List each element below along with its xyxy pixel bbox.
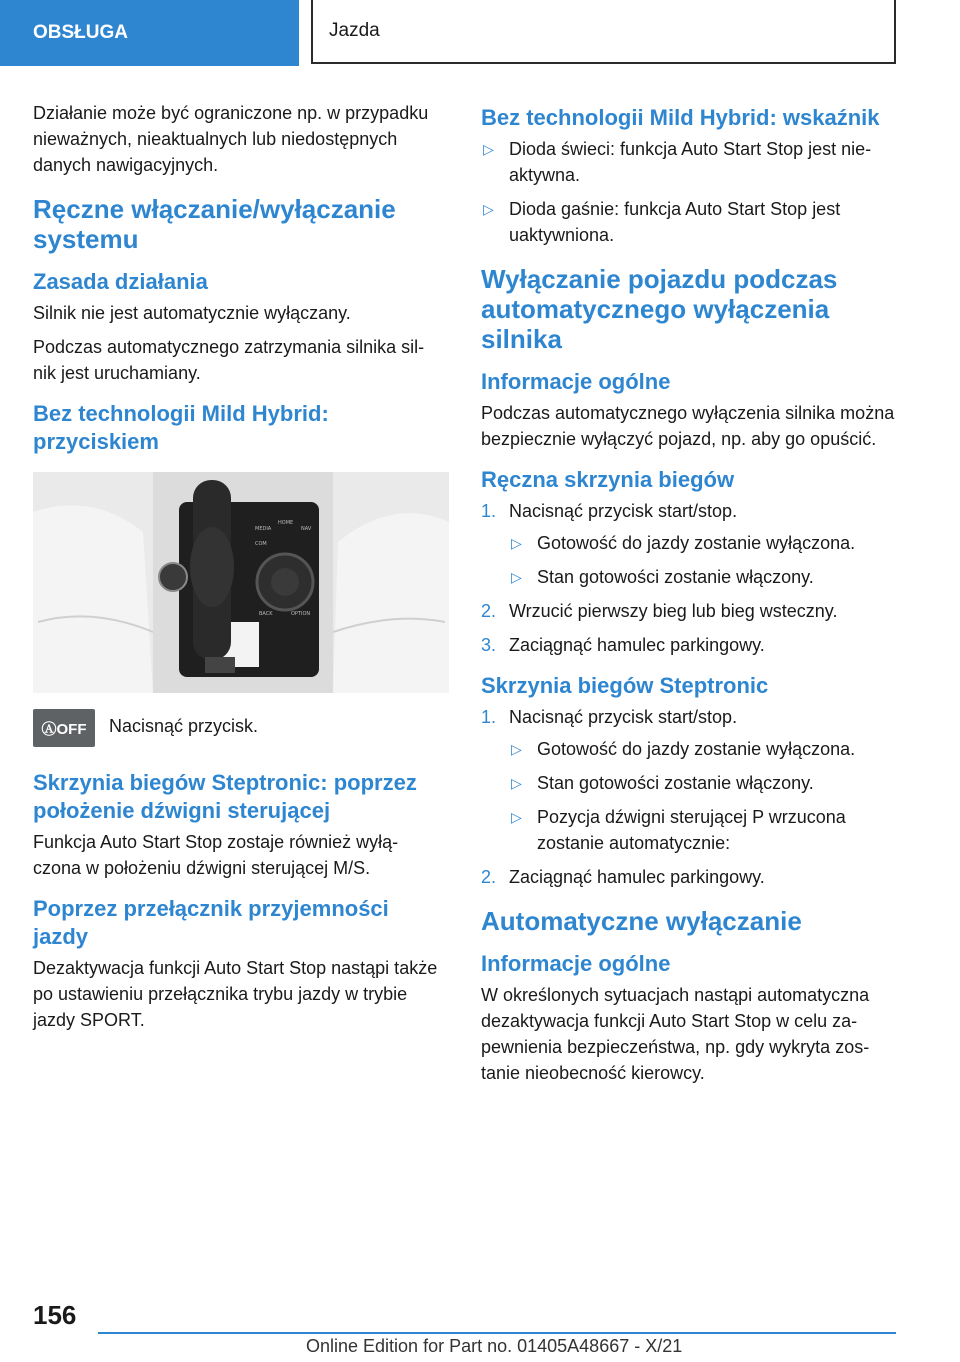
step-item: 1. Nacisnąć przycisk start/stop. ▷ Gotowość do jazdy zostanie wyłączona. ▷ Stan gotowości zostanie włączony. — [481, 498, 897, 590]
indicator-list — [481, 136, 897, 248]
heading-steptronic-gearbox: Skrzynia biegów Steptronic — [481, 673, 769, 698]
steptronic-paragraph: Funkcja Auto Start Stop zostaje również wyłą- czona w położeniu dźwigni sterującej M/S. — [33, 832, 399, 878]
gear-console-image — [33, 472, 449, 693]
heading-manual-toggle: Ręczne włączanie/wyłączanie systemu — [33, 194, 396, 254]
triangle-bullet-icon: ▷ — [511, 741, 522, 757]
section-tab: OBSŁUGA — [0, 0, 299, 66]
manual-gearbox-steps — [481, 498, 897, 658]
step-item: 2. Zaciągnąć hamulec parkingowy. — [481, 864, 897, 890]
console-label-nav: NAV — [301, 526, 312, 532]
right-column — [481, 100, 897, 1094]
step-number: 2. — [481, 601, 497, 621]
step-number: 1. — [481, 707, 497, 727]
chapter-header — [311, 0, 896, 64]
heading-driving-switch: Poprzez przełącznik przyjemności jazdy — [33, 896, 389, 949]
heading-automatic-deactivation: Automatyczne wyłączanie — [481, 906, 802, 936]
steptronic-steps — [481, 704, 897, 890]
heading-principle: Zasada działania — [33, 269, 208, 294]
principle-paragraph-2: Podczas automatycznego zatrzymania silnika sil- nik jest uruchamiany. — [33, 337, 425, 383]
heading-general-info-2: Informacje ogólne — [481, 951, 671, 976]
list-item: ▷ Gotowość do jazdy zostanie wyłączona. — [509, 736, 897, 762]
list-item: ▷ Stan gotowości zostanie włączony. — [509, 770, 897, 796]
step-number: 2. — [481, 867, 497, 887]
heading-indicator: Bez technologii Mild Hybrid: wskaźnik — [481, 105, 880, 130]
list-item: ▷ Gotowość do jazdy zostanie wyłączona. — [509, 530, 897, 556]
heading-switch-off-vehicle: Wyłączanie pojazdu podczas automatycznego wyłączenia silnika — [481, 264, 838, 354]
console-label-option: OPTION — [291, 611, 311, 617]
list-item: ▷ Dioda gaśnie: funkcja Auto Start Stop jest uaktywniona. — [481, 196, 897, 248]
step-item: 3. Zaciągnąć hamulec parkingowy. — [481, 632, 897, 658]
triangle-bullet-icon: ▷ — [483, 201, 494, 217]
heading-steptronic-lever: Skrzynia biegów Steptronic: poprzez położenie dźwigni sterującej — [33, 770, 417, 823]
list-item: ▷ Pozycja dźwigni sterującej P wrzucona zostanie automatycznie: — [509, 804, 897, 856]
general-info-paragraph-2: W określonych sytuacjach nastąpi automatyczna dezaktywacja funkcji Auto Start Stop w celu za- pewnienia bezpieczeństwa, np. gdy wykryta zos- tanie nieobecność kierowcy. — [481, 985, 870, 1083]
heading-general-info-1: Informacje ogólne — [481, 369, 671, 394]
heading-manual-gearbox: Ręczna skrzynia biegów — [481, 467, 735, 492]
auto-start-stop-off-icon: ⒶOFF — [33, 709, 95, 747]
list-item: ▷ Stan gotowości zostanie włączony. — [509, 564, 897, 590]
button-instruction-row — [33, 709, 449, 747]
principle-paragraph-1: Silnik nie jest automatycznie wyłączany. — [33, 303, 351, 323]
general-info-paragraph-1: Podczas automatycznego wyłączenia silnika można bezpiecznie wyłączyć pojazd, np. aby go opuścić. — [481, 403, 895, 449]
footer-edition-text: Online Edition for Part no. 01405A48667 - X/21 — [306, 1336, 683, 1356]
triangle-bullet-icon: ▷ — [511, 569, 522, 585]
console-label-back: BACK — [259, 611, 273, 617]
list-item: ▷ Dioda świeci: funkcja Auto Start Stop jest nie- aktywna. — [481, 136, 897, 188]
console-label-com: COM — [255, 541, 267, 547]
step-number: 1. — [481, 501, 497, 521]
heading-button: Bez technologii Mild Hybrid: przyciskiem — [33, 401, 329, 454]
button-instruction-text: Nacisnąć przycisk. — [109, 716, 259, 736]
page-number: 156 — [33, 1300, 77, 1330]
triangle-bullet-icon: ▷ — [511, 809, 522, 825]
intro-paragraph: Działanie może być ograniczone np. w przypadku nieważnych, nieaktualnych lub niedostępnych danych nawigacyjnych. — [33, 103, 429, 175]
step-item: 2. Wrzucić pierwszy bieg lub bieg wsteczny. — [481, 598, 897, 624]
triangle-bullet-icon: ▷ — [511, 535, 522, 551]
footer-divider — [98, 1332, 896, 1334]
triangle-bullet-icon: ▷ — [511, 775, 522, 791]
step-number: 3. — [481, 635, 497, 655]
driving-switch-paragraph: Dezaktywacja funkcji Auto Start Stop nastąpi także po ustawieniu przełącznika trybu jazdy w trybie jazdy SPORT. — [33, 958, 438, 1030]
step-item: 1. Nacisnąć przycisk start/stop. ▷ Gotowość do jazdy zostanie wyłączona. ▷ Stan gotowości zostanie włączony. ▷ Pozycja dźwigni sterującej P wrzucona zostanie automatycznie: — [481, 704, 897, 856]
console-label-media: MEDIA — [255, 526, 272, 532]
triangle-bullet-icon: ▷ — [483, 141, 494, 157]
console-label-home: HOME — [278, 520, 294, 526]
chapter-title: Jazda — [329, 20, 380, 41]
left-column — [33, 100, 449, 1041]
